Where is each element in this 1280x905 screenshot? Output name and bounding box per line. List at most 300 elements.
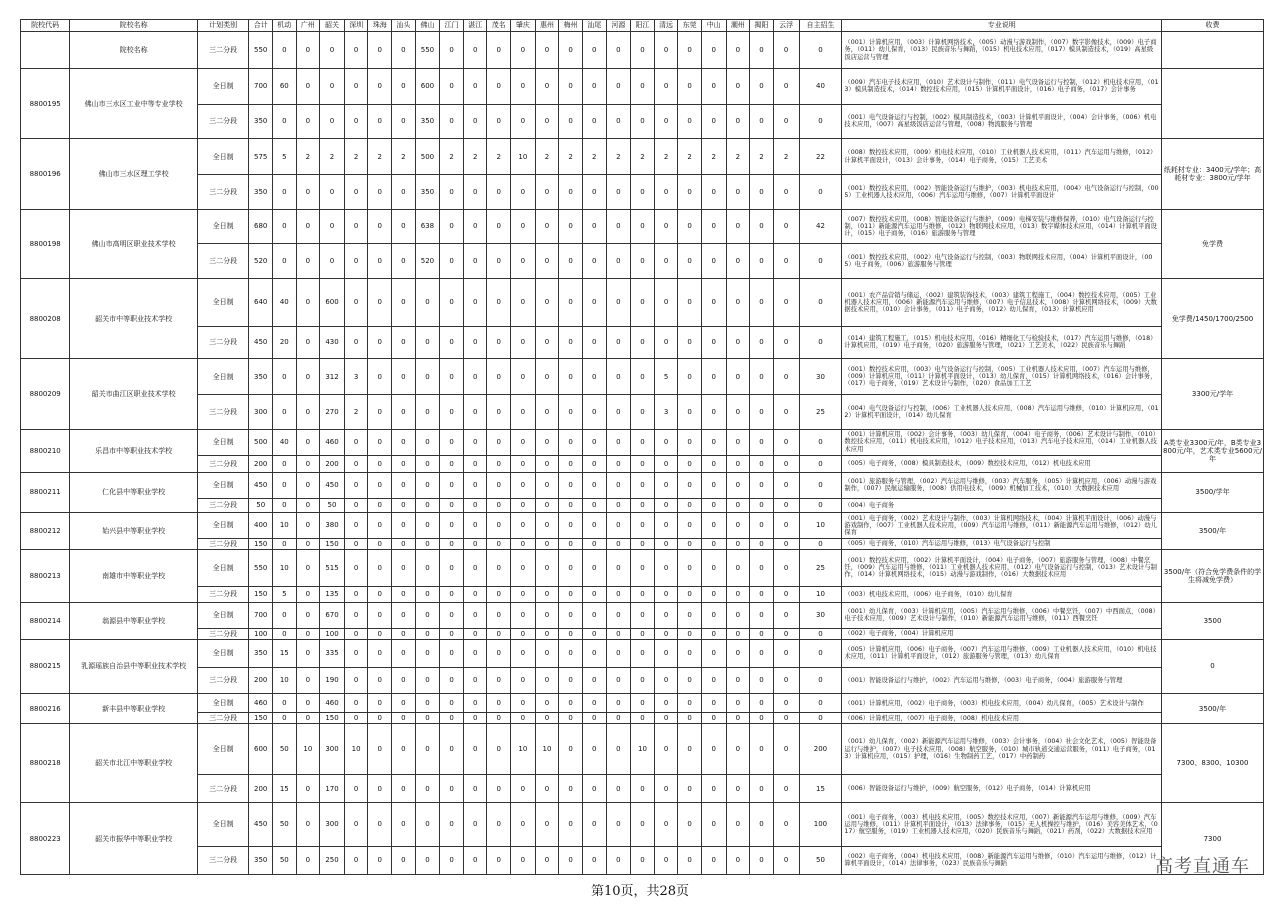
quota-cell: 0 bbox=[582, 513, 606, 539]
plan-type: 全日制 bbox=[197, 693, 248, 713]
quota-cell: 0 bbox=[487, 498, 511, 512]
school-code: 8800195 bbox=[21, 68, 70, 138]
quota-cell: 0 bbox=[631, 628, 655, 639]
quota-cell: 0 bbox=[654, 244, 678, 279]
quota-cell: 0 bbox=[773, 846, 799, 874]
major-description: （001）数控技术应用，（002）计算机平面设计，（004）电子商务，（007）旅游服务与管理，（008）中餐烹饪，（009）汽车运用与维修，（011）工业机器人技术应用，（012）电气设备运行与控制，（013）艺术设计与制作，（014）计算机网络技术，（015）动漫与游戏制作，（016）大数据技术应用 bbox=[842, 549, 1162, 586]
major-description: （005）计算机应用，（006）电子商务，（007）汽车运用与维修，（009）工业机器人技术应用，（010）机电技术应用，（011）计算机平面设计，（012）旅游服务与管理，（013）幼儿保育 bbox=[842, 639, 1162, 667]
quota-cell: 0 bbox=[535, 846, 559, 874]
column-header: 江门 bbox=[440, 20, 464, 32]
quota-cell: 0 bbox=[392, 472, 416, 498]
quota-cell: 0 bbox=[273, 455, 297, 472]
quota-cell: 0 bbox=[606, 724, 631, 775]
quota-cell: 0 bbox=[440, 639, 464, 667]
quota-cell: 40 bbox=[799, 68, 842, 104]
quota-cell: 0 bbox=[487, 713, 511, 724]
quota-cell: 0 bbox=[368, 244, 392, 279]
quota-cell: 0 bbox=[726, 693, 750, 713]
quota-cell: 0 bbox=[392, 713, 416, 724]
quota-cell: 0 bbox=[750, 586, 774, 602]
quota-cell: 350 bbox=[415, 175, 440, 210]
tuition-fee: 0 bbox=[1162, 639, 1264, 693]
quota-cell: 0 bbox=[463, 846, 487, 874]
quota-cell: 0 bbox=[701, 455, 726, 472]
quota-cell: 10 bbox=[273, 513, 297, 539]
quota-cell: 0 bbox=[273, 602, 297, 628]
quota-cell: 0 bbox=[678, 104, 702, 139]
quota-cell: 0 bbox=[440, 586, 464, 602]
quota-cell: 0 bbox=[535, 68, 559, 104]
major-description: （001）幼儿保育，（002）新能源汽车运用与维修，（003）会计事务，（004）社会文化艺术，（005）智能设备运行与维护，（007）电子技术应用，（008）航空服务，（010）城市轨道交通运营服务，（011）电子商务，（013）计算机应用，（015）护理，（016）生物制药工艺，（017）中药制药 bbox=[842, 724, 1162, 775]
quota-cell: 0 bbox=[799, 498, 842, 512]
quota-cell: 0 bbox=[535, 279, 559, 327]
quota-cell: 0 bbox=[296, 667, 320, 693]
quota-cell: 680 bbox=[249, 209, 273, 244]
table-row bbox=[21, 539, 1264, 550]
quota-cell: 0 bbox=[415, 628, 440, 639]
quota-cell: 0 bbox=[606, 803, 631, 846]
quota-cell: 0 bbox=[631, 175, 655, 210]
quota-cell: 0 bbox=[678, 775, 702, 803]
column-header: 中山 bbox=[701, 20, 726, 32]
quota-cell: 190 bbox=[320, 667, 345, 693]
quota-cell: 0 bbox=[606, 104, 631, 139]
major-description: （003）机电技术应用，（006）电子商务，（010）幼儿保育 bbox=[842, 586, 1162, 602]
quota-cell: 300 bbox=[320, 724, 345, 775]
quota-cell: 0 bbox=[392, 209, 416, 244]
quota-cell: 0 bbox=[344, 713, 368, 724]
quota-cell: 10 bbox=[511, 139, 536, 175]
tuition-fee: 3500/年 bbox=[1162, 693, 1264, 723]
quota-cell: 0 bbox=[392, 586, 416, 602]
quota-cell: 0 bbox=[392, 68, 416, 104]
quota-cell: 0 bbox=[726, 667, 750, 693]
quota-cell: 600 bbox=[249, 724, 273, 775]
quota-cell: 0 bbox=[701, 472, 726, 498]
quota-cell: 0 bbox=[726, 359, 750, 395]
plan-type: 全日制 bbox=[197, 472, 248, 498]
quota-cell: 0 bbox=[631, 32, 655, 69]
quota-cell: 50 bbox=[249, 498, 273, 512]
quota-cell: 0 bbox=[606, 359, 631, 395]
quota-cell: 0 bbox=[368, 639, 392, 667]
quota-cell: 0 bbox=[320, 244, 345, 279]
quota-cell: 0 bbox=[726, 175, 750, 210]
table-row bbox=[21, 244, 1264, 279]
column-header: 梅州 bbox=[559, 20, 583, 32]
school-code: 8800216 bbox=[21, 693, 70, 723]
quota-cell: 0 bbox=[296, 394, 320, 429]
quota-cell: 0 bbox=[535, 713, 559, 724]
quota-cell: 0 bbox=[487, 513, 511, 539]
quota-cell: 0 bbox=[535, 639, 559, 667]
quota-cell: 638 bbox=[415, 209, 440, 244]
quota-cell: 0 bbox=[678, 667, 702, 693]
quota-cell: 0 bbox=[344, 667, 368, 693]
quota-cell: 0 bbox=[654, 279, 678, 327]
quota-cell: 2 bbox=[368, 139, 392, 175]
quota-cell: 0 bbox=[273, 175, 297, 210]
quota-cell: 0 bbox=[799, 175, 842, 210]
quota-cell: 0 bbox=[559, 429, 583, 455]
quota-cell: 0 bbox=[750, 279, 774, 327]
quota-cell: 0 bbox=[463, 68, 487, 104]
quota-cell: 50 bbox=[320, 498, 345, 512]
school-name: 翁源县中等职业学校 bbox=[70, 602, 198, 639]
school-code: 8800209 bbox=[21, 359, 70, 429]
quota-cell: 0 bbox=[726, 498, 750, 512]
quota-cell: 0 bbox=[273, 394, 297, 429]
quota-cell: 0 bbox=[296, 359, 320, 395]
quota-cell: 0 bbox=[773, 639, 799, 667]
quota-cell: 0 bbox=[440, 539, 464, 550]
quota-cell: 0 bbox=[606, 539, 631, 550]
quota-cell: 0 bbox=[368, 846, 392, 874]
quota-cell: 0 bbox=[559, 209, 583, 244]
quota-cell: 0 bbox=[773, 602, 799, 628]
tuition-fee: 7300 bbox=[1162, 803, 1264, 875]
quota-cell: 0 bbox=[606, 326, 631, 359]
plan-type: 三二分段 bbox=[197, 539, 248, 550]
quota-cell: 0 bbox=[511, 68, 536, 104]
plan-type: 三二分段 bbox=[197, 244, 248, 279]
quota-cell: 0 bbox=[799, 244, 842, 279]
quota-cell: 0 bbox=[440, 667, 464, 693]
quota-cell: 0 bbox=[631, 539, 655, 550]
quota-cell: 170 bbox=[320, 775, 345, 803]
quota-cell: 0 bbox=[726, 586, 750, 602]
quota-cell: 0 bbox=[440, 602, 464, 628]
quota-cell: 0 bbox=[582, 359, 606, 395]
column-header: 汕尾 bbox=[582, 20, 606, 32]
quota-cell: 0 bbox=[654, 539, 678, 550]
quota-cell: 0 bbox=[750, 104, 774, 139]
quota-cell: 0 bbox=[535, 602, 559, 628]
quota-cell: 450 bbox=[249, 326, 273, 359]
plan-type: 全日制 bbox=[197, 209, 248, 244]
quota-cell: 15 bbox=[273, 639, 297, 667]
watermark-text: 高考直通车 bbox=[1155, 856, 1250, 877]
quota-cell: 0 bbox=[631, 846, 655, 874]
quota-cell: 0 bbox=[582, 724, 606, 775]
quota-cell: 0 bbox=[701, 713, 726, 724]
quota-cell: 0 bbox=[773, 803, 799, 846]
quota-cell: 0 bbox=[678, 244, 702, 279]
quota-cell: 0 bbox=[440, 279, 464, 327]
quota-cell: 0 bbox=[487, 803, 511, 846]
quota-cell: 0 bbox=[463, 472, 487, 498]
quota-cell: 0 bbox=[750, 693, 774, 713]
quota-cell: 0 bbox=[654, 639, 678, 667]
quota-cell: 0 bbox=[773, 209, 799, 244]
table-row bbox=[21, 68, 1264, 104]
quota-cell: 0 bbox=[559, 359, 583, 395]
quota-cell: 0 bbox=[368, 209, 392, 244]
quota-cell: 0 bbox=[559, 175, 583, 210]
school-code: 8800198 bbox=[21, 209, 70, 278]
quota-cell: 2 bbox=[463, 139, 487, 175]
quota-cell: 0 bbox=[511, 693, 536, 713]
quota-cell: 0 bbox=[559, 472, 583, 498]
quota-cell: 0 bbox=[799, 429, 842, 455]
quota-cell: 0 bbox=[273, 628, 297, 639]
quota-cell: 0 bbox=[487, 724, 511, 775]
quota-cell: 0 bbox=[344, 68, 368, 104]
plan-type: 全日制 bbox=[197, 513, 248, 539]
quota-cell: 0 bbox=[440, 104, 464, 139]
quota-cell: 0 bbox=[654, 724, 678, 775]
quota-cell: 500 bbox=[415, 139, 440, 175]
page-number: 第10页，共28页 bbox=[590, 884, 690, 899]
quota-cell: 0 bbox=[511, 104, 536, 139]
quota-cell: 0 bbox=[559, 586, 583, 602]
column-header: 佛山 bbox=[415, 20, 440, 32]
quota-cell: 0 bbox=[606, 586, 631, 602]
quota-cell: 0 bbox=[559, 602, 583, 628]
quota-cell: 0 bbox=[368, 513, 392, 539]
plan-type: 全日制 bbox=[197, 639, 248, 667]
quota-cell: 0 bbox=[654, 693, 678, 713]
quota-cell: 0 bbox=[511, 513, 536, 539]
quota-cell: 0 bbox=[773, 549, 799, 586]
plan-type: 三二分段 bbox=[197, 326, 248, 359]
quota-cell: 0 bbox=[463, 693, 487, 713]
school-name: 韶关市北江中等职业学校 bbox=[70, 724, 198, 803]
quota-cell: 0 bbox=[392, 639, 416, 667]
plan-type: 三二分段 bbox=[197, 455, 248, 472]
column-header: 院校代码 bbox=[21, 20, 70, 32]
quota-cell: 0 bbox=[799, 104, 842, 139]
quota-cell: 0 bbox=[511, 628, 536, 639]
quota-cell: 0 bbox=[773, 586, 799, 602]
quota-cell: 0 bbox=[750, 472, 774, 498]
quota-cell: 0 bbox=[750, 455, 774, 472]
quota-cell: 0 bbox=[701, 429, 726, 455]
quota-cell: 0 bbox=[463, 429, 487, 455]
plan-type: 三二分段 bbox=[197, 667, 248, 693]
quota-cell: 0 bbox=[273, 209, 297, 244]
quota-cell: 0 bbox=[654, 667, 678, 693]
quota-cell: 0 bbox=[631, 68, 655, 104]
quota-cell: 0 bbox=[654, 472, 678, 498]
quota-cell: 0 bbox=[535, 498, 559, 512]
major-description: （008）数控技术应用，（009）机电技术应用，（010）工业机器人技术应用，（011）汽车运用与维修，（012）计算机平面设计，（013）会计事务，（014）电子商务，（015）工艺美术 bbox=[842, 139, 1162, 175]
quota-cell: 0 bbox=[631, 586, 655, 602]
quota-cell: 0 bbox=[559, 326, 583, 359]
quota-cell: 350 bbox=[415, 104, 440, 139]
quota-cell: 0 bbox=[631, 513, 655, 539]
quota-cell: 0 bbox=[273, 713, 297, 724]
quota-cell: 0 bbox=[582, 775, 606, 803]
quota-cell: 0 bbox=[344, 326, 368, 359]
quota-cell: 0 bbox=[511, 713, 536, 724]
column-header: 广州 bbox=[296, 20, 320, 32]
quota-cell: 0 bbox=[344, 775, 368, 803]
quota-cell: 0 bbox=[606, 175, 631, 210]
quota-cell: 0 bbox=[368, 472, 392, 498]
major-description: （006）智能设备运行与维护，（009）航空服务，（012）电子商务，（014）计算机应用 bbox=[842, 775, 1162, 803]
quota-cell: 0 bbox=[440, 846, 464, 874]
quota-cell: 0 bbox=[799, 32, 842, 69]
quota-cell: 0 bbox=[750, 394, 774, 429]
quota-cell: 0 bbox=[654, 803, 678, 846]
quota-cell: 0 bbox=[296, 68, 320, 104]
school-code: 8800212 bbox=[21, 513, 70, 550]
tuition-fee: 纸耗材专业：3400元/学年；高耗材专业：3800元/学年 bbox=[1162, 139, 1264, 209]
quota-cell: 150 bbox=[249, 713, 273, 724]
quota-cell: 0 bbox=[273, 32, 297, 69]
quota-cell: 0 bbox=[392, 693, 416, 713]
quota-cell: 2 bbox=[654, 139, 678, 175]
quota-cell: 0 bbox=[701, 68, 726, 104]
quota-cell: 100 bbox=[249, 628, 273, 639]
quota-cell: 0 bbox=[535, 775, 559, 803]
quota-cell: 0 bbox=[750, 539, 774, 550]
quota-cell: 0 bbox=[631, 279, 655, 327]
quota-cell: 0 bbox=[296, 713, 320, 724]
quota-cell: 2 bbox=[344, 394, 368, 429]
quota-cell: 0 bbox=[440, 359, 464, 395]
quota-cell: 2 bbox=[750, 139, 774, 175]
quota-cell: 0 bbox=[631, 803, 655, 846]
quota-cell: 0 bbox=[750, 32, 774, 69]
quota-cell: 0 bbox=[559, 539, 583, 550]
quota-cell: 0 bbox=[726, 455, 750, 472]
quota-cell: 0 bbox=[392, 175, 416, 210]
quota-cell: 0 bbox=[559, 846, 583, 874]
quota-cell: 0 bbox=[606, 209, 631, 244]
quota-cell: 0 bbox=[559, 724, 583, 775]
quota-cell: 0 bbox=[701, 724, 726, 775]
quota-cell: 0 bbox=[535, 326, 559, 359]
quota-cell: 0 bbox=[320, 175, 345, 210]
plan-type: 全日制 bbox=[197, 602, 248, 628]
quota-cell: 0 bbox=[535, 394, 559, 429]
school-name: 南雄市中等职业学校 bbox=[70, 549, 198, 602]
quota-cell: 2 bbox=[606, 139, 631, 175]
quota-cell: 0 bbox=[487, 775, 511, 803]
table-row bbox=[21, 429, 1264, 455]
quota-cell: 0 bbox=[678, 175, 702, 210]
quota-cell: 0 bbox=[606, 429, 631, 455]
quota-cell: 0 bbox=[463, 667, 487, 693]
quota-cell: 200 bbox=[249, 455, 273, 472]
quota-cell: 2 bbox=[678, 139, 702, 175]
quota-cell: 0 bbox=[463, 724, 487, 775]
quota-cell: 0 bbox=[415, 586, 440, 602]
quota-cell: 200 bbox=[249, 667, 273, 693]
quota-cell: 0 bbox=[606, 472, 631, 498]
quota-cell: 0 bbox=[440, 175, 464, 210]
quota-cell: 575 bbox=[249, 139, 273, 175]
plan-type: 三二分段 bbox=[197, 586, 248, 602]
plan-type: 三二分段 bbox=[197, 104, 248, 139]
quota-cell: 700 bbox=[249, 68, 273, 104]
quota-cell: 0 bbox=[368, 104, 392, 139]
quota-cell: 0 bbox=[631, 104, 655, 139]
quota-cell: 640 bbox=[249, 279, 273, 327]
quota-cell: 0 bbox=[440, 693, 464, 713]
column-header: 东莞 bbox=[678, 20, 702, 32]
column-header: 珠海 bbox=[368, 20, 392, 32]
quota-cell: 450 bbox=[249, 803, 273, 846]
quota-cell: 0 bbox=[463, 586, 487, 602]
quota-cell: 3 bbox=[344, 359, 368, 395]
quota-cell: 0 bbox=[273, 472, 297, 498]
quota-cell: 200 bbox=[320, 455, 345, 472]
quota-cell: 600 bbox=[320, 279, 345, 327]
column-header: 清远 bbox=[654, 20, 678, 32]
quota-cell: 0 bbox=[631, 498, 655, 512]
quota-cell: 20 bbox=[273, 326, 297, 359]
quota-cell: 0 bbox=[678, 455, 702, 472]
quota-cell: 50 bbox=[273, 724, 297, 775]
quota-cell: 0 bbox=[631, 209, 655, 244]
quota-cell: 0 bbox=[511, 539, 536, 550]
quota-cell: 0 bbox=[750, 667, 774, 693]
quota-cell: 0 bbox=[799, 713, 842, 724]
column-header: 惠州 bbox=[535, 20, 559, 32]
quota-cell: 0 bbox=[701, 326, 726, 359]
quota-cell: 0 bbox=[606, 279, 631, 327]
school-code: 8800214 bbox=[21, 602, 70, 639]
table-row bbox=[21, 175, 1264, 210]
quota-cell: 100 bbox=[799, 803, 842, 846]
tuition-fee: 7300、8300、10300 bbox=[1162, 724, 1264, 803]
quota-cell: 0 bbox=[463, 539, 487, 550]
quota-cell: 600 bbox=[415, 68, 440, 104]
quota-cell: 0 bbox=[701, 175, 726, 210]
quota-cell: 0 bbox=[606, 68, 631, 104]
quota-cell: 0 bbox=[535, 104, 559, 139]
table-row bbox=[21, 667, 1264, 693]
quota-cell: 0 bbox=[296, 602, 320, 628]
quota-cell: 0 bbox=[701, 279, 726, 327]
quota-cell: 0 bbox=[582, 429, 606, 455]
quota-cell: 50 bbox=[799, 846, 842, 874]
quota-cell: 0 bbox=[773, 724, 799, 775]
quota-cell: 0 bbox=[535, 549, 559, 586]
quota-cell: 0 bbox=[463, 209, 487, 244]
tuition-fee: A类专业3300元/年，B类专业3800元/年，艺术类专业5600元/年 bbox=[1162, 429, 1264, 472]
quota-cell: 0 bbox=[511, 498, 536, 512]
quota-cell: 0 bbox=[487, 693, 511, 713]
quota-cell: 0 bbox=[750, 713, 774, 724]
quota-cell: 0 bbox=[440, 455, 464, 472]
quota-cell: 0 bbox=[726, 549, 750, 586]
quota-cell: 0 bbox=[344, 455, 368, 472]
quota-cell: 0 bbox=[750, 639, 774, 667]
tuition-fee: 3300元/学年 bbox=[1162, 359, 1264, 429]
quota-cell: 0 bbox=[511, 359, 536, 395]
quota-cell: 15 bbox=[799, 775, 842, 803]
quota-cell: 0 bbox=[559, 68, 583, 104]
column-header: 机动 bbox=[273, 20, 297, 32]
plan-type: 全日制 bbox=[197, 549, 248, 586]
quota-cell: 0 bbox=[678, 359, 702, 395]
major-description: （001）智能设备运行与维护，（002）汽车运用与维修，（003）电子商务，（004）旅游服务与管理 bbox=[842, 667, 1162, 693]
quota-cell: 0 bbox=[726, 602, 750, 628]
quota-cell: 0 bbox=[631, 455, 655, 472]
quota-cell: 0 bbox=[606, 455, 631, 472]
quota-cell: 0 bbox=[773, 628, 799, 639]
table-row bbox=[21, 713, 1264, 724]
quota-cell: 0 bbox=[296, 539, 320, 550]
quota-cell: 0 bbox=[392, 846, 416, 874]
quota-cell: 0 bbox=[582, 628, 606, 639]
quota-cell: 0 bbox=[487, 539, 511, 550]
major-description: （002）电子商务，（004）机电技术应用，（008）新能源汽车运用与维修，（010）汽车运用与维修，（012）计算机平面设计，（014）法律事务，（023）民族音乐与舞蹈 bbox=[842, 846, 1162, 874]
